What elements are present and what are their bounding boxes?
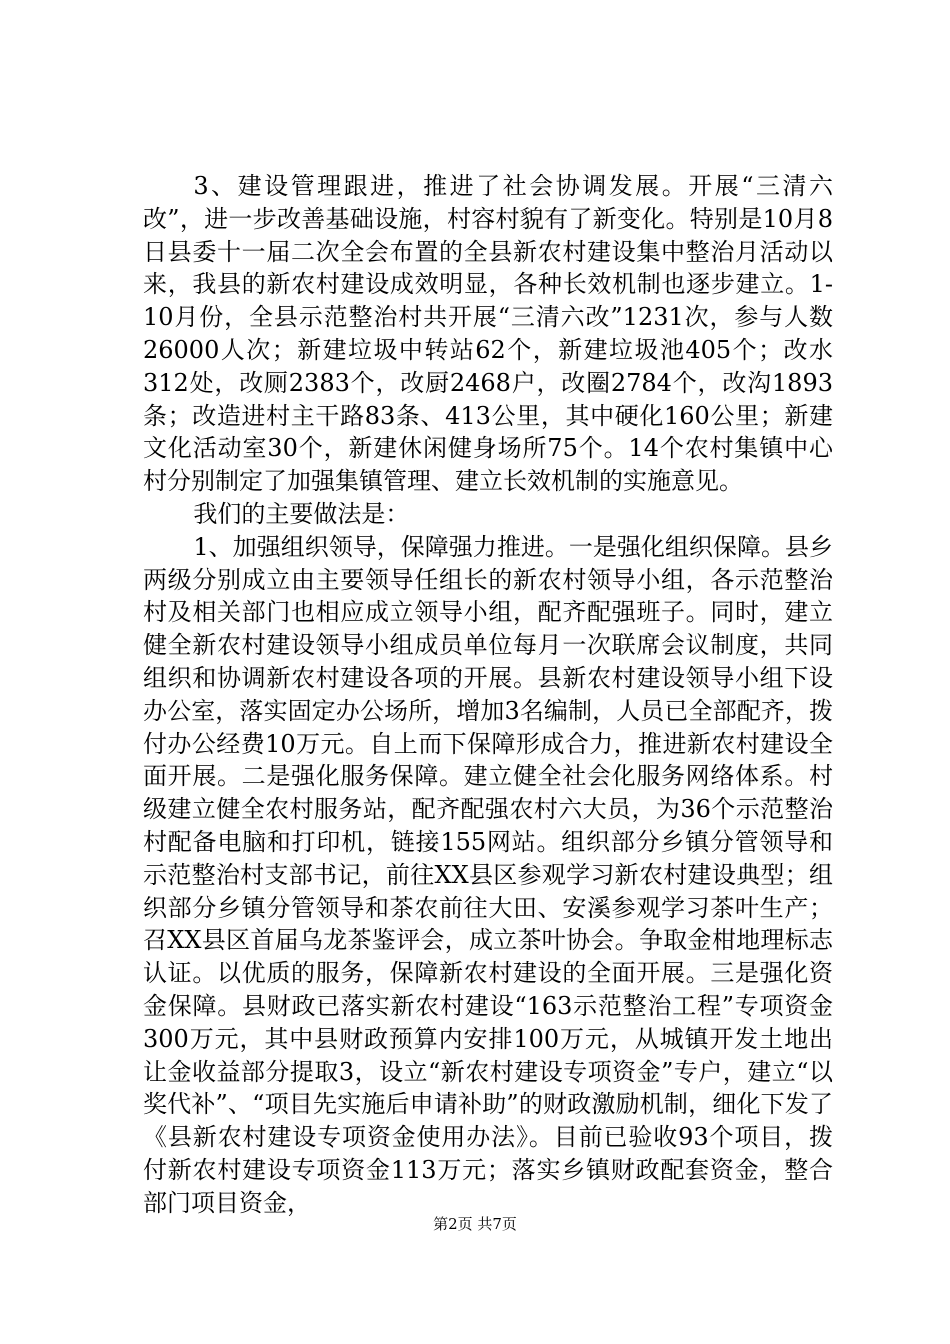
- paragraph-main-methods-heading: 我们的主要做法是：: [193, 499, 410, 528]
- page-footer: 第2页 共7页: [433, 1215, 517, 1233]
- document-body: [143, 170, 833, 1220]
- paragraph-construction-management: 3、建设管理跟进，推进了社会协调发展。开展“三清六改”，进一步改善基础设施，村容村貌有了新变化。特别是10月8日县委十一届二次全会布置的全县新农村建设集中整治月活动以来，我县的新农村建设成效明显，各种长效机制也逐步建立。1-10月份，全县示范整治村共开展“三清六改”1231次，参与人数26000人次；新建垃圾中转站62个，新建垃圾池405个；改水312处，改厕2383个，改厨2468户，改圈2784个，改沟1893条；改造进村主干路83条、413公里，其中硬化160公里；新建文化活动室30个，新建休闲健身场所75个。14个农村集镇中心村分别制定了加强集镇管理、建立长效机制的实施意见。: [143, 172, 833, 496]
- paragraph-organization-leadership: 1、加强组织领导，保障强力推进。一是强化组织保障。县乡两级分别成立由主要领导任组长的新农村领导小组，各示范整治村及相关部门也相应成立领导小组，配齐配强班子。同时，建立健全新农村建设领导小组成员单位每月一次联席会议制度，共同组织和协调新农村建设各项的开展。县新农村建设领导小组下设办公室，落实固定办公场所，增加3名编制，人员已全部配齐，拨付办公经费10万元。自上而下保障形成合力，推进新农村建设全面开展。二是强化服务保障。建立健全社会化服务网络体系。村级建立健全农村服务站，配齐配强农村六大员，为36个示范整治村配备电脑和打印机，链接155网站。组织部分乡镇分管领导和示范整治村支部书记，前往XX县区参观学习新农村建设典型；组织部分乡镇分管领导和茶农前往大田、安溪参观学习茶叶生产；召XX县区首届乌龙茶鉴评会，成立茶叶协会。争取金柑地理标志认证。以优质的服务，保障新农村建设的全面开展。三是强化资金保障。县财政已落实新农村建设“163示范整治工程”专项资金300万元，其中县财政预算内安排100万元，从城镇开发土地出让金收益部分提取3，设立“新农村建设专项资金”专户，建立“以奖代补”、“项目先实施后申请补助”的财政激励机制，细化下发了《县新农村建设专项资金使用办法》。目前已验收93个项目，拨付新农村建设专项资金113万元；落实乡镇财政配套资金，整合部门项目资金，: [143, 532, 833, 1217]
